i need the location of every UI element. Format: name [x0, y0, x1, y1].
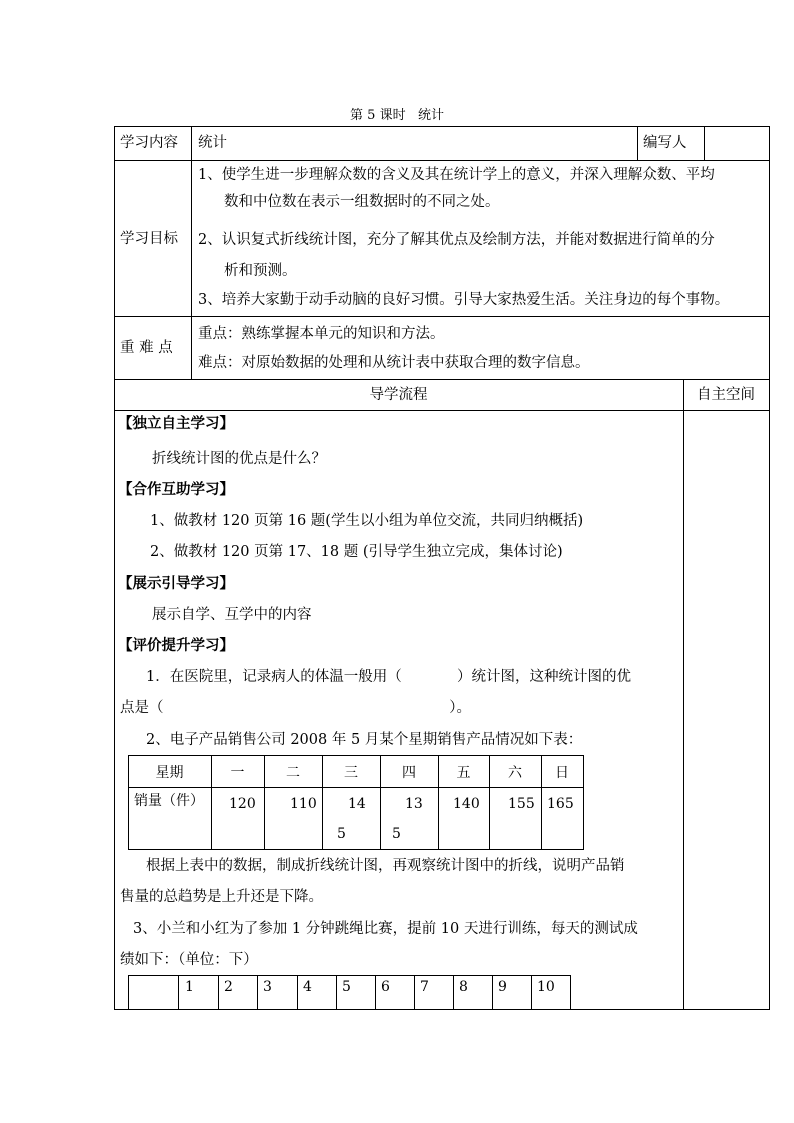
jump-header-day-3: 3: [263, 979, 272, 995]
jump-header-day-8: 8: [459, 979, 468, 995]
question-3-line-1: 3、小兰和小红为了参加 1 分钟跳绳比赛，提前 10 天进行训练，每天的测试成: [133, 921, 638, 937]
jump-header-day-4: 4: [303, 979, 312, 995]
question-1-line-1: 1．在医院里，记录病人的体温一般用（ ）统计图，这种统计图的优: [146, 669, 632, 685]
sales-value-wed: 14: [348, 796, 366, 812]
goal-3: 3、培养大家勤于动手动脑的良好习惯。引导大家热爱生活。关注身边的每个事物。: [198, 292, 730, 308]
question-2-after-line-1: 根据上表中的数据，制成折线统计图，再观察统计图中的折线，说明产品销: [146, 858, 625, 874]
sales-value-wed-wrap: 5: [337, 826, 346, 842]
difficulty-label: 重 难 点: [120, 340, 173, 356]
sales-header-weekday: 星期: [155, 765, 184, 781]
sales-value-tue: 110: [290, 796, 317, 812]
sales-header-mon: 一: [230, 765, 245, 781]
jump-header-day-6: 6: [381, 979, 390, 995]
hard-point: 难点：对原始数据的处理和从统计表中获取合理的数字信息。: [198, 355, 590, 371]
goal-1-line-2: 数和中位数在表示一组数据时的不同之处。: [224, 194, 500, 210]
sales-header-tue: 二: [286, 765, 300, 781]
content-label: 学习内容: [120, 135, 178, 151]
section-independent-question: 折线统计图的优点是什么？: [152, 451, 326, 467]
space-header: 自主空间: [697, 387, 755, 403]
question-3-line-2: 绩如下：（单位：下）: [120, 952, 258, 968]
jump-header-day-2: 2: [224, 979, 233, 995]
section-evaluate-title: 【评价提升学习】: [118, 637, 234, 654]
sales-header-thu: 四: [402, 765, 416, 781]
question-1-line-2: 点是（ ）。: [120, 700, 472, 716]
content-value: 统计: [198, 135, 227, 151]
sales-value-mon: 120: [229, 796, 256, 812]
goal-2-line-1: 2、认识复式折线统计图，充分了解其优点及绘制方法，并能对数据进行简单的分: [198, 232, 715, 248]
sales-value-fri: 140: [453, 796, 480, 812]
jump-header-day-7: 7: [420, 979, 429, 995]
sales-value-thu-wrap: 5: [392, 826, 401, 842]
sales-header-sun: 日: [555, 765, 569, 781]
guide-header: 导学流程: [369, 387, 428, 403]
sales-header-fri: 五: [456, 765, 471, 781]
goal-2-line-2: 析和预测。: [224, 263, 297, 279]
sales-header-wed: 三: [344, 765, 358, 781]
cooperate-item-1: 1、做教材 120 页第 16 题(学生以小组为单位交流，共同归纳概括): [150, 513, 584, 529]
jump-header-day-10: 10: [537, 979, 555, 995]
key-point: 重点：熟练掌握本单元的知识和方法。: [198, 326, 445, 342]
sales-value-sun: 165: [547, 796, 574, 812]
sales-row-label: 销量（件）: [134, 793, 204, 809]
author-label: 编写人: [643, 135, 687, 151]
jump-header-day-1: 1: [185, 979, 194, 995]
goal-1-line-1: 1、使学生进一步理解众数的含义及其在统计学上的意义，并深入理解众数、平均: [198, 167, 715, 183]
cooperate-item-2: 2、做教材 120 页第 17、18 题 (引导学生独立完成，集体讨论): [150, 544, 563, 560]
sales-header-sat: 六: [508, 765, 522, 781]
section-display-title: 【展示引导学习】: [118, 575, 234, 592]
section-cooperate-title: 【合作互助学习】: [118, 481, 234, 498]
jump-header-day-5: 5: [342, 979, 351, 995]
sales-value-thu: 13: [405, 796, 423, 812]
section-independent-title: 【独立自主学习】: [118, 415, 234, 432]
question-2-after-line-2: 售量的总趋势是上升还是下降。: [120, 889, 323, 905]
question-2-intro: 2、电子产品销售公司 2008 年 5 月某个星期销售产品情况如下表：: [146, 732, 583, 748]
jump-header-day-9: 9: [498, 979, 507, 995]
goals-label: 学习目标: [120, 231, 178, 247]
display-text: 展示自学、互学中的内容: [152, 607, 312, 623]
page-title: 第 5 课时 统计: [350, 108, 444, 123]
sales-value-sat: 155: [508, 796, 535, 812]
